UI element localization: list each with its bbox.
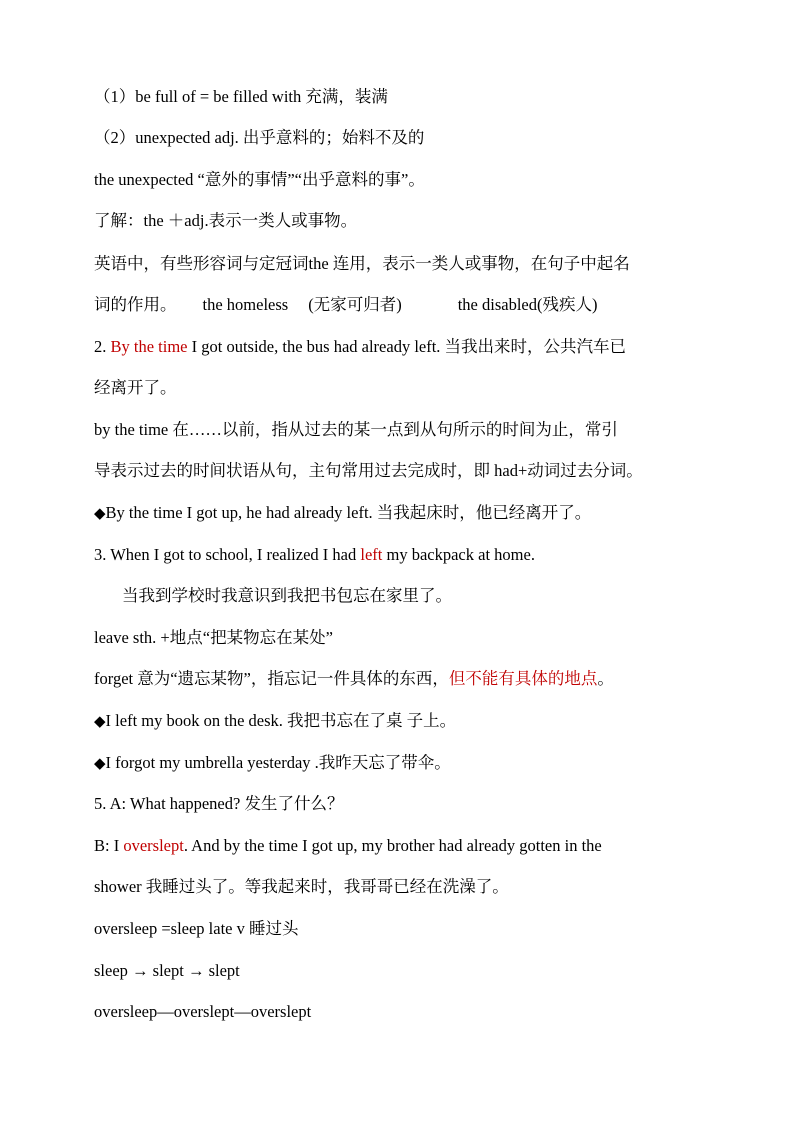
line-sentence-5b-cont — [94, 877, 509, 897]
forget-pre: forget 意为“遗忘某物”，指忘记一件具体的东西， — [94, 669, 449, 688]
line-explanation-2-homeless: the homeless — [202, 295, 289, 314]
sentence-2-rest: I got outside, the bus had already left. 当我出来时，公共汽车已 — [187, 337, 627, 356]
sentence-2-number: 2. — [94, 337, 111, 356]
line-the-adj-note-text: 了解：the ＋adj.表示一类人或事物。 — [94, 211, 358, 230]
diamond-bullet-icon: ◆ — [94, 504, 106, 522]
example-left-book-text: I left my book on the desk. 我把书忘在了桌 子上。 — [105, 711, 457, 730]
line-sentence-5b — [94, 836, 602, 856]
line-explanation-2-disabled: the disabled(残疾人) — [457, 295, 598, 314]
line-by-the-time-1 — [94, 420, 618, 440]
example-got-up-text: By the time I got up, he had already left. 当我起床时，他已经离开了。 — [105, 503, 592, 522]
forget-post: 。 — [597, 669, 614, 688]
sentence-3-post: my backpack at home. — [382, 545, 535, 564]
example-forgot-umbrella-text: I forgot my umbrella yesterday .我昨天忘了带伞。 — [105, 753, 451, 772]
line-sentence-3-translation — [122, 586, 452, 606]
leave-sth-text: leave sth. +地点“把某物忘在某处” — [94, 628, 333, 647]
line-example-left-book — [94, 711, 456, 731]
line-full-of — [94, 87, 388, 107]
diamond-bullet-icon: ◆ — [94, 712, 106, 730]
line-forget — [94, 669, 614, 689]
forget-highlight: 但不能有具体的地点 — [448, 669, 598, 688]
sentence-2-highlight: By the time — [110, 337, 188, 356]
line-explanation-1 — [94, 254, 630, 274]
line-unexpected-adj-text: （2）unexpected adj. 出乎意料的；始料不及的 — [94, 128, 425, 147]
line-oversleep-forms — [94, 1002, 311, 1022]
sentence-5b-highlight: overslept — [123, 836, 184, 855]
line-full-of-text: （1）be full of = be filled with 充满，装满 — [94, 87, 388, 106]
line-explanation-2-a: 词的作用。 — [94, 295, 177, 314]
sentence-3-pre: 3. When I got to school, I realized I had — [94, 545, 361, 564]
sentence-5a-text: 5. A: What happened? 发生了什么？ — [94, 794, 344, 813]
line-explanation-2 — [94, 295, 597, 315]
line-sentence-2 — [94, 337, 626, 357]
line-explanation-1-text: 英语中，有些形容词与定冠词the 连用，表示一类人或事物，在句子中起名 — [94, 254, 630, 273]
line-example-forgot-umbrella — [94, 753, 451, 773]
line-unexpected-adj — [94, 128, 424, 148]
by-the-time-1-text: by the time 在……以前，指从过去的某一点到从句所示的时间为止，常引 — [94, 420, 618, 439]
line-sentence-2-cont — [94, 378, 177, 398]
sentence-2-cont-text: 经离开了。 — [94, 378, 177, 397]
line-the-adj-note — [94, 211, 357, 231]
oversleep-forms-text: oversleep—overslept—overslept — [94, 1002, 312, 1021]
line-sentence-5a — [94, 794, 343, 814]
line-the-unexpected-text: the unexpected “意外的事情”“出乎意料的事”。 — [94, 170, 425, 189]
line-sleep-forms — [94, 961, 240, 981]
sentence-5b-pre: B: I — [94, 836, 124, 855]
sentence-3-translation-text: 当我到学校时我意识到我把书包忘在家里了。 — [122, 586, 452, 605]
diamond-bullet-icon: ◆ — [94, 754, 106, 772]
sentence-5b-post: . And by the time I got up, my brother had already gotten in the — [183, 836, 602, 855]
sleep-forms-text: sleep → slept → slept — [94, 961, 240, 980]
line-sentence-3 — [94, 545, 535, 565]
by-the-time-2-text: 导表示过去的时间状语从句，主句常用过去完成时，即 had+动词过去分词。 — [94, 461, 643, 480]
line-the-unexpected — [94, 170, 425, 190]
line-explanation-2-homeless-cn: (无家可归者) — [308, 295, 402, 314]
oversleep-def-text: oversleep =sleep late v 睡过头 — [94, 919, 299, 938]
line-by-the-time-2 — [94, 461, 643, 481]
sentence-5b-cont-text: shower 我睡过头了。等我起来时，我哥哥已经在洗澡了。 — [94, 877, 509, 896]
line-example-got-up — [94, 503, 591, 523]
line-leave-sth — [94, 628, 333, 648]
sentence-3-highlight: left — [360, 545, 383, 564]
line-oversleep-def — [94, 919, 299, 939]
